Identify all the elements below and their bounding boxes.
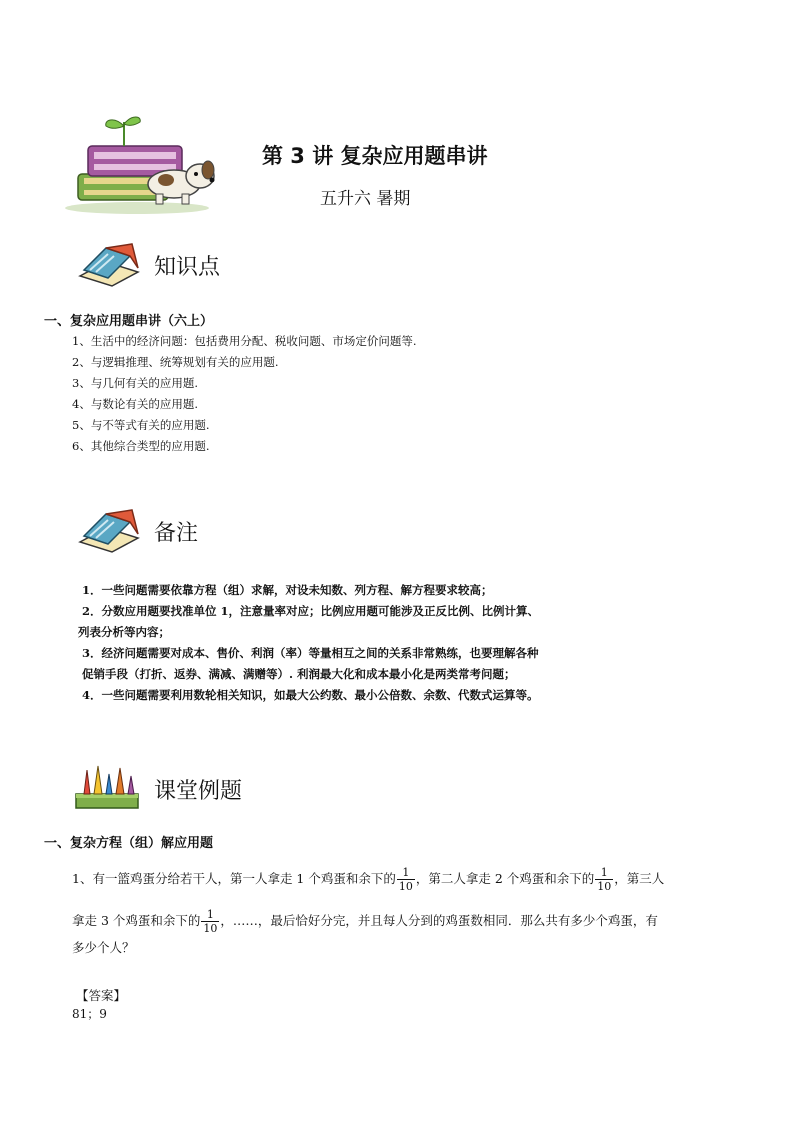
page-title: 第 3 讲 复杂应用题串讲: [262, 144, 488, 168]
note-line: 列表分析等内容；: [78, 625, 170, 639]
knowledge-list: [72, 331, 416, 457]
answer-label: 【答案】: [76, 988, 127, 1003]
note-line: 2．分数应用题要找准单位 1，注意量率对应；比例应用题可能涉及正反比例、比例计算、: [82, 604, 540, 618]
notes-book-icon: [76, 508, 142, 554]
knowledge-heading: 一、复杂应用题串讲（六上）: [44, 314, 214, 329]
example-problem-1: [72, 858, 732, 960]
knowledge-book-icon: [76, 242, 142, 288]
examples-section-title: 课堂例题: [154, 779, 243, 804]
books-and-puppy-icon: [62, 112, 222, 216]
knowledge-section-title: 知识点: [154, 255, 221, 280]
problem-line: [72, 858, 732, 900]
list-item: 2、与逻辑推理、统筹规划有关的应用题.: [72, 355, 279, 369]
header-illustration: [62, 112, 222, 216]
list-item: 4、与数论有关的应用题.: [72, 397, 198, 411]
problem-text: 多少个人？: [72, 940, 135, 955]
problem-line: [72, 900, 732, 942]
problem-text: 拿走 3 个鸡蛋和余下的: [72, 913, 201, 928]
note-line: 3．经济问题需要对成本、售价、利润（率）等量相互之间的关系非常熟练，也要理解各种: [82, 646, 539, 660]
list-item: 3、与几何有关的应用题.: [72, 376, 198, 390]
problem-text: 1、有一篮鸡蛋分给若干人，第一人拿走 1 个鸡蛋和余下的: [72, 871, 396, 886]
page-subtitle: 五升六 暑期: [320, 189, 411, 209]
examples-heading: 一、复杂方程（组）解应用题: [44, 836, 214, 851]
answer-value: 81；9: [72, 1007, 107, 1021]
list-item: 5、与不等式有关的应用题.: [72, 418, 210, 432]
note-line: 促销手段（打折、返券、满减、满赠等）. 利润最大化和成本最小化是两类常考问题；: [82, 667, 516, 681]
list-item: 1、生活中的经济问题：包括费用分配、税收问题、市场定价问题等.: [72, 334, 417, 348]
problem-text: ，第三人: [614, 871, 665, 886]
note-line: 1．一些问题需要依靠方程（组）求解，对设未知数、列方程、解方程要求较高；: [82, 583, 493, 597]
examples-pencils-icon: [74, 764, 140, 810]
notes-section-title: 备注: [154, 521, 199, 546]
notes-block: [78, 580, 642, 706]
fraction-one-tenth: $\frac{1}{10}$: [203, 908, 218, 935]
problem-text: ，……，最后恰好分完，并且每人分到的鸡蛋数相同．那么共有多少个鸡蛋，有: [220, 913, 658, 928]
note-line: 4．一些问题需要利用数轮相关知识，如最大公约数、最小公倍数、余数、代数式运算等。: [82, 688, 539, 702]
fraction-one-tenth: $\frac{1}{10}$: [398, 866, 413, 893]
fraction-one-tenth: $\frac{1}{10}$: [597, 866, 612, 893]
list-item: 6、其他综合类型的应用题.: [72, 439, 210, 453]
problem-text: ，第二人拿走 2 个鸡蛋和余下的: [415, 871, 595, 886]
